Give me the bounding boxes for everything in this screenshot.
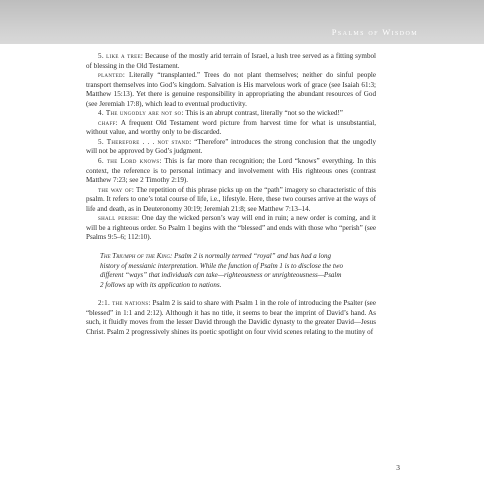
entry-text: The repetition of this phrase picks up on the “path” imagery so characteristic of this psalm. It refers to one’s total course of life, i.e., lifestyle. Here, these two courses arrive at the ways of life and death, as in Deuteronomy 30:19; Jeremiah 21:8; see Matthew 7:13–14.: [86, 185, 376, 213]
entry-term: shall perish:: [98, 214, 140, 223]
entry-term: 4. The ungodly are not so:: [98, 109, 184, 118]
page-number: 3: [396, 463, 400, 472]
entry-text: A frequent Old Testament word picture from harvest time for what is unsubstantial, without value, and worthy only to be discarded.: [86, 118, 376, 137]
section-intro-text: Psalm 2 is normally termed “royal” and has had a long history of messianic interpretation. While the function of Psalm 1 is to disclose the two different “ways” that individuals can take—righteousness or unrighteousness—Psalm 2 follows up with its application to nations.: [100, 251, 343, 289]
section-title: The Triumph of the King:: [100, 251, 173, 260]
entry-text: This is far more than recognition; the Lord “knows” everything. In this context, the reference is to personal intimacy and involvement with His righteous ones (contrast Matthew 7:23; see 2 Timothy 2:19).: [86, 157, 376, 185]
entry-term: the way of:: [98, 185, 135, 194]
entry-text: This is an abrupt contrast, literally “not so the wicked!”: [183, 109, 343, 118]
commentary-entry: [86, 138, 376, 157]
header-band: [0, 0, 484, 44]
entry-text: One day the wicked person’s way will end in ruin; a new order is coming, and it will be a righteous order. So Psalm 1 begins with the “blessed” and ends with those who “perish” (see Psalms 9:5–6; 112:10).: [86, 214, 376, 242]
entry-term: chaff:: [98, 118, 118, 127]
entry-term: 5. like a tree:: [98, 52, 144, 60]
page-body: [86, 52, 376, 338]
entry-term: 5. Therefore . . . not stand:: [98, 137, 192, 146]
commentary-entry: [86, 71, 376, 109]
commentary-entry: [86, 109, 376, 119]
commentary-entry: [86, 157, 376, 186]
running-head: Psalms of Wisdom: [331, 27, 418, 37]
commentary-entry: [86, 299, 376, 337]
section-intro: [100, 252, 345, 290]
commentary-entry: [86, 52, 376, 71]
entry-text: Literally “transplanted.” Trees do not plant themselves; neither do sinful people transport themselves into God’s kingdom. Salvation is His marvelous work of grace (see Isaiah 61:3; Matthew 15:13). Yet there is genuine responsibility in appropriating the abundant resources of God (see Jeremiah 17:8), which lead to eventual productivity.: [86, 71, 376, 108]
entry-term: 6. the Lord knows:: [98, 157, 162, 166]
commentary-entry: [86, 214, 376, 243]
entry-text: “Therefore” introduces the strong conclusion that the ungodly will not be approved by God’s judgment.: [86, 137, 376, 156]
commentary-entry: [86, 119, 376, 138]
entry-term: 2:1. the nations:: [98, 299, 151, 308]
entry-text: Psalm 2 is said to share with Psalm 1 in the role of introducing the Psalter (see “blessed” in 1:1 and 2:12). Although it has no title, it seems to bear the imprint of David’s hand. As such, it fluidly moves from the lesser David through the Davidic dynasty to the greater David—Jesus Christ. Psalm 2 progressively shines its poetic spotlight on four vivid scenes relating to the mutiny of: [86, 299, 376, 336]
commentary-entry: [86, 186, 376, 215]
entry-term: planted:: [98, 71, 126, 80]
entry-text: Because of the mostly arid terrain of Israel, a lush tree served as a fitting symbol of blessing in the Old Testament.: [86, 52, 377, 70]
